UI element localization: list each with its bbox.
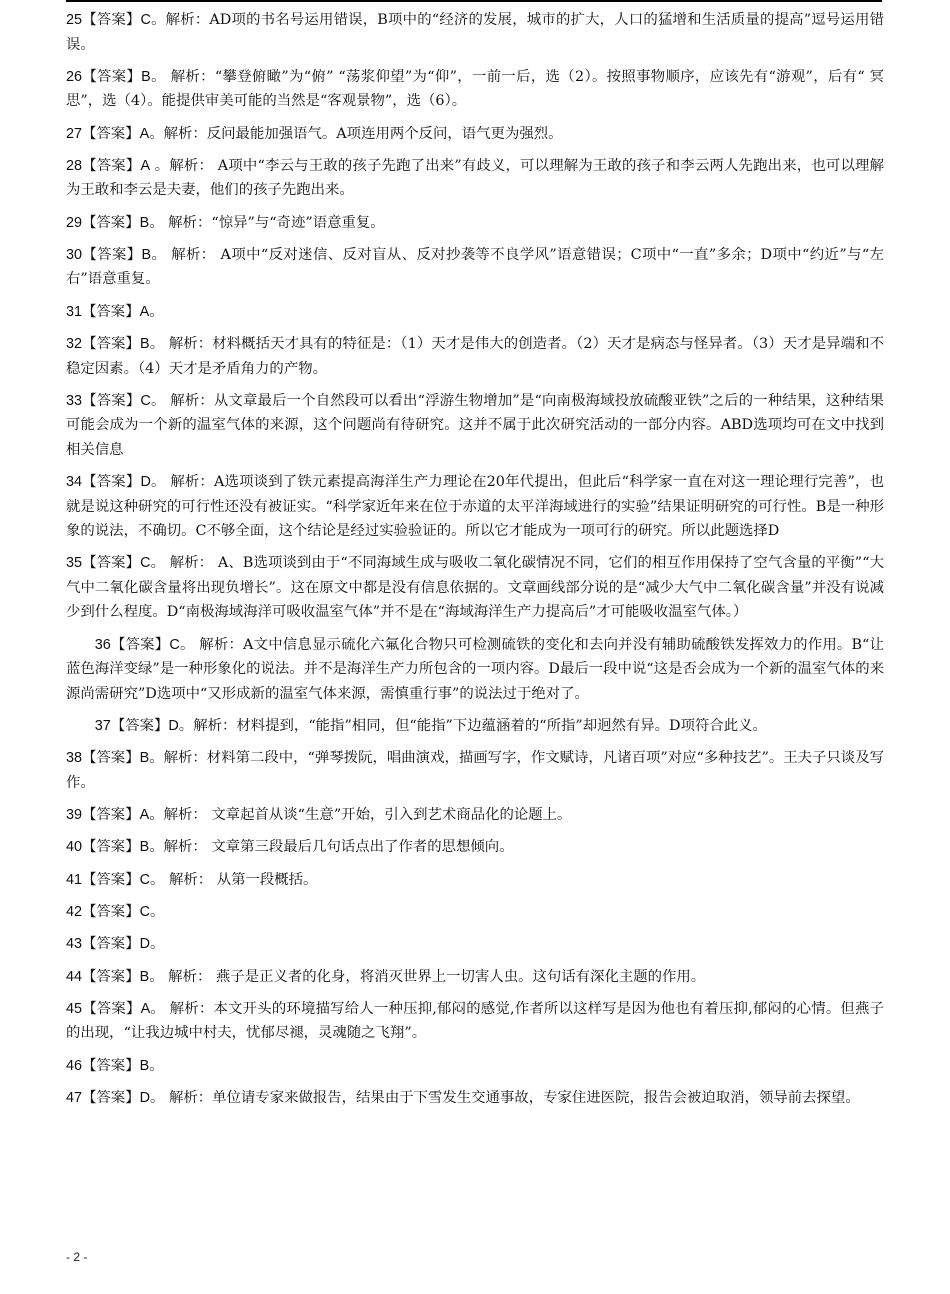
question-number: 30 bbox=[66, 246, 83, 263]
answer-item bbox=[66, 300, 884, 325]
answer-item bbox=[66, 965, 884, 990]
question-number: 37 bbox=[94, 718, 111, 735]
answer-tag: 【答案】 bbox=[82, 157, 141, 174]
question-number: 25 bbox=[66, 12, 83, 28]
explanation: 。解析：材料提到，“能指”相同，但“能指”下边蕴涵着的“所指”却迥然有异。D项符合此义。 bbox=[178, 718, 767, 735]
answer-tag: 【答案】 bbox=[82, 125, 140, 142]
answer-item bbox=[66, 551, 884, 625]
answer-tag: 【答案】 bbox=[82, 871, 140, 888]
explanation: 。 解析： 从第一段概括。 bbox=[150, 871, 318, 888]
answer-tag: 【答案】 bbox=[82, 1057, 140, 1074]
answer-choice: A bbox=[139, 125, 150, 142]
explanation: 。 bbox=[150, 936, 165, 953]
question-number: 31 bbox=[66, 303, 83, 320]
explanation: 。 解析：单位请专家来做报告，结果由于下雪发生交通事故，专家住进医院，报告会被迫取消，领导前去探望。 bbox=[150, 1090, 860, 1107]
answer-choice: B bbox=[139, 968, 150, 985]
answer-tag: 【答案】 bbox=[82, 839, 140, 856]
explanation: 。 解析：A选项谈到了铁元素提高海洋生产力理论在20年代提出，但此后“科学家一直在对这一理论理行完善”，也就是说这种研究的可行性还没有被证实。“科学家近年来在位于赤道的太平洋海域进行的实验”结果证明研究的可行性。B是一种形象的说法，不确切。C不够全面，这个结论是经过实验验证的。所以它才能成为一项可行的研究。所以此题选择D bbox=[66, 474, 884, 540]
answer-choice: B bbox=[139, 214, 150, 231]
explanation: 。 解析：“惊异”与“奇迹”语意重复。 bbox=[149, 214, 385, 231]
page-number: - 2 - bbox=[66, 1250, 88, 1264]
answer-tag: 【答案】 bbox=[82, 750, 140, 767]
question-number: 33 bbox=[66, 392, 83, 409]
answer-choice: B bbox=[141, 246, 152, 263]
explanation: 。 解析：“攀登俯瞰”为“俯” “荡浆仰望”为“仰”，一前一后，选（2）。按照事物顺序，应该先有“游观”，后有“ 冥思”，选（4）。能提供审美可能的当然是“客观景物”，选（6）。 bbox=[66, 68, 884, 110]
question-number: 26 bbox=[66, 68, 83, 85]
question-number: 39 bbox=[66, 807, 83, 824]
explanation: 。 bbox=[150, 904, 165, 921]
question-number: 40 bbox=[66, 839, 83, 856]
answer-tag: 【答案】 bbox=[82, 1000, 141, 1017]
answer-tag: 【答案】 bbox=[110, 636, 170, 653]
question-number: 32 bbox=[66, 336, 83, 353]
explanation: 。 解析：材料概括天才具有的特征是：（1）天才是伟大的创造者。（2）天才是病态与怪异者。（3）天才是异端和不稳定因素。（4）天才是矛盾角力的产物。 bbox=[66, 336, 884, 377]
explanation: 。解析： A项中“李云与王敢的孩子先跑了出来”有歧义，可以理解为王敢的孩子和李云两人先跑出来，也可以理解为王敢和李云是夫妻，他们的孩子先跑出来。 bbox=[66, 157, 884, 199]
question-number: 38 bbox=[66, 750, 83, 767]
question-number: 35 bbox=[66, 555, 83, 572]
explanation: 。解析： 文章起首从谈“生意”开始，引入到艺术商品化的论题上。 bbox=[149, 807, 572, 824]
answer-item bbox=[66, 714, 884, 739]
answer-choice: D bbox=[168, 718, 179, 735]
explanation: 。 解析：A文中信息显示硫化六氟化合物只可检测硫铁的变化和去向并没有辅助硫酸铁发挥效力的作用。B“让蓝色海洋变绿”是一种形象化的说法。并不是海洋生产力所包含的一项内容。D最后一段中说“这是否会成为一个新的温室气体的来源尚需研究”D选项中“又形成新的温室气体来源，需慎重行事”的说法过于绝对了。 bbox=[66, 636, 884, 702]
answer-item bbox=[66, 997, 884, 1046]
answer-choice: C bbox=[139, 904, 150, 921]
answer-item bbox=[66, 65, 884, 114]
answer-item bbox=[66, 122, 884, 147]
answer-choice: C bbox=[140, 555, 151, 572]
explanation: 。 bbox=[149, 1057, 164, 1074]
answer-tag: 【答案】 bbox=[82, 555, 141, 572]
answer-choice: B bbox=[139, 750, 150, 767]
answer-choice: B bbox=[139, 1057, 150, 1074]
answer-item bbox=[66, 154, 884, 203]
answer-choice: A bbox=[140, 157, 151, 174]
answer-tag: 【答案】 bbox=[82, 214, 140, 231]
explanation: 。解析： 文章第三段最后几句话点出了作者的思想倾向。 bbox=[149, 839, 514, 856]
answer-choice: D bbox=[139, 1090, 150, 1107]
answer-choice: B bbox=[139, 839, 150, 856]
question-number: 45 bbox=[66, 1000, 83, 1017]
answer-tag: 【答案】 bbox=[82, 968, 140, 985]
answer-tag: 【答案】 bbox=[110, 718, 169, 735]
answer-tag: 【答案】 bbox=[82, 336, 140, 353]
explanation: 。 解析： A项中“反对迷信、反对盲从、反对抄袭等不良学风”语意错误；C项中“一直”多余；D项中“约近”与“左右”语意重复。 bbox=[66, 246, 884, 288]
explanation: 。 解析：从文章最后一个自然段可以看出“浮游生物增加”是“向南极海域投放硫酸亚铁”之后的一种结果，这种结果可能会成为一个新的温室气体的来源，这个问题尚有待研究。这并不属于此次研究活动的一部分内容。ABD选项均可在文中找到相关信息 bbox=[66, 392, 884, 458]
answer-tag: 【答案】 bbox=[82, 68, 142, 85]
answer-tag: 【答案】 bbox=[82, 303, 140, 320]
answer-item bbox=[66, 1054, 884, 1079]
answer-tag: 【答案】 bbox=[82, 12, 141, 28]
answer-choice: C bbox=[169, 636, 180, 653]
answer-item bbox=[66, 803, 884, 828]
answer-choice: A bbox=[140, 1000, 151, 1017]
answer-tag: 【答案】 bbox=[82, 936, 140, 953]
answer-choice: D bbox=[140, 474, 151, 491]
answer-choice: C bbox=[140, 392, 151, 409]
answer-choice: B bbox=[140, 336, 150, 353]
explanation: 。解析：材料第二段中，“弹琴拨阮，唱曲演戏，描画写字，作文赋诗，凡诸百项”对应“多种技艺”。王夫子只谈及写作。 bbox=[66, 750, 884, 791]
question-number: 41 bbox=[66, 871, 83, 888]
explanation: 。 解析： 燕子是正义者的化身，将消灭世界上一切害人虫。这句话有深化主题的作用。 bbox=[149, 968, 706, 985]
question-number: 27 bbox=[66, 125, 83, 142]
question-number: 43 bbox=[66, 936, 83, 953]
question-number: 44 bbox=[66, 968, 83, 985]
question-number: 47 bbox=[66, 1090, 83, 1107]
answer-tag: 【答案】 bbox=[82, 474, 141, 491]
answer-item bbox=[66, 835, 884, 860]
answer-item bbox=[66, 900, 884, 925]
answer-tag: 【答案】 bbox=[82, 392, 141, 409]
question-number: 28 bbox=[66, 157, 83, 174]
explanation: 。 解析：本文开头的环境描写给人一种压抑,郁闷的感觉,作者所以这样写是因为他也有着压抑,郁闷的心情。但燕子的出现，“让我边城中村夫，忧郁尽褪，灵魂随之飞翔”。 bbox=[66, 1000, 884, 1042]
answer-tag: 【答案】 bbox=[82, 807, 140, 824]
question-number: 36 bbox=[94, 636, 111, 653]
question-number: 46 bbox=[66, 1057, 83, 1074]
explanation: 。 bbox=[149, 303, 164, 320]
question-number: 29 bbox=[66, 214, 83, 231]
explanation: 。 解析： A、B选项谈到由于“不同海域生成与吸收二氧化碳情况不同，它们的相互作用保持了空气含量的平衡”“大气中二氧化碳含量将出现负增长”。这在原文中都是没有信息依据的。文章画线部分说的是“减少大气中二氧化碳含量”并没有说减少到什么程度。D“南极海域海洋可吸收温室气体”并不是在“海域海洋生产力提高后”才可能吸收温室气体。） bbox=[66, 555, 884, 621]
answer-choice: C bbox=[140, 12, 151, 28]
question-number: 42 bbox=[66, 904, 83, 921]
answer-choice: B bbox=[141, 68, 151, 85]
answer-item bbox=[66, 470, 884, 544]
answer-item bbox=[66, 746, 884, 795]
answer-list bbox=[66, 8, 884, 1118]
answer-tag: 【答案】 bbox=[82, 246, 142, 263]
answer-item bbox=[66, 932, 884, 957]
top-rule bbox=[66, 0, 882, 2]
answer-item bbox=[66, 633, 884, 707]
answer-item bbox=[66, 1086, 884, 1111]
answer-tag: 【答案】 bbox=[82, 1090, 140, 1107]
answer-choice: A bbox=[139, 807, 150, 824]
explanation: 。解析：反问最能加强语气。A项连用两个反问，语气更为强烈。 bbox=[149, 125, 563, 142]
answer-tag: 【答案】 bbox=[82, 904, 140, 921]
answer-choice: A bbox=[139, 303, 150, 320]
answer-item bbox=[66, 332, 884, 381]
answer-item bbox=[66, 389, 884, 463]
answer-item bbox=[66, 868, 884, 893]
explanation: 。解析：AD项的书名号运用错误，B项中的“经济的发展，城市的扩大，人口的猛增和生活质量的提高”逗号运用错误。 bbox=[66, 12, 884, 53]
answer-item bbox=[66, 243, 884, 292]
answer-choice: D bbox=[139, 936, 150, 953]
question-number: 34 bbox=[66, 474, 83, 491]
answer-choice: C bbox=[139, 871, 150, 888]
answer-item bbox=[66, 8, 884, 57]
answer-item bbox=[66, 211, 884, 236]
